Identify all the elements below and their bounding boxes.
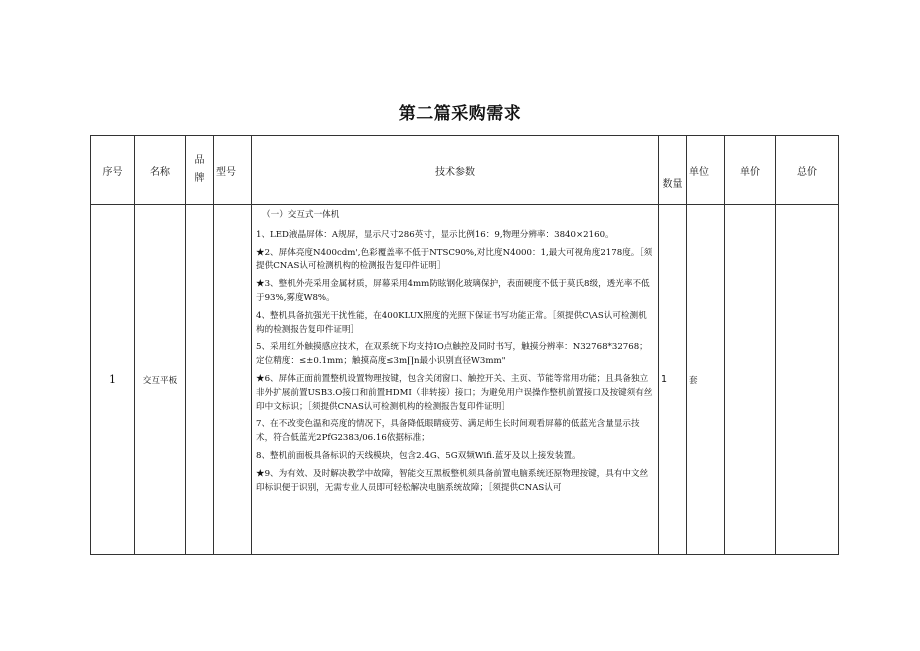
- table-row: [91, 205, 839, 555]
- param-item: ★6、屏体正面前置整机设置物理按键，包含关闭窗口、触控开关、主页、节能等常用功能；且具备独立非外扩展前置USB3.O接口和前置HDMI（非转接）接口；为避免用户误操作整机前置接口及按键须有丝印中文标识；［须提供CNAS认可检测机构的检测报告复印件证明］: [256, 373, 653, 412]
- page-title: 第二篇采购需求: [398, 104, 522, 124]
- param-item: 4、整机具备抗强光干扰性能，在400KLUX照度的光照下保证书写功能正常。［须提供C\AS认可检测机构的检测报告复印件证明］: [256, 310, 647, 335]
- params-list: [256, 209, 654, 495]
- param-item: ★9、为有效、及时解决教学中故障，智能交互黑板整机须具备前置电脑系统还原物理按键，具有中文丝印标识便于识别，无需专业人员即可轻松解决电脑系统故障；［须提供CNAS认可: [256, 468, 649, 493]
- header-name: 名称: [135, 136, 186, 205]
- header-brand-line-1: 品: [194, 155, 205, 166]
- header-qty: 数量: [659, 136, 687, 205]
- cell-seq: 1: [91, 205, 135, 555]
- cell-unit: 套: [687, 205, 725, 555]
- cell-params: [252, 205, 659, 555]
- param-item: ★3、整机外壳采用金属材质，屏幕采用4mm防眩钢化玻璃保护，表面硬度不低于莫氏8级，透光率不低于93%,雾度W8%。: [256, 279, 650, 303]
- header-brand-line-2: 牌: [194, 173, 205, 184]
- param-item: （一）交互式一体机: [262, 210, 340, 220]
- procurement-table: [90, 135, 839, 555]
- param-item: 1、LED液晶屏体：A规屏，显示尺寸286英寸，显示比例16：9,物理分辨率：3840×2160。: [256, 229, 614, 240]
- cell-brand: [186, 205, 214, 555]
- param-item: 7、在不改变色温和亮度的情况下，具备降低眼睛疲劳、满足师生长时间观看屏幕的低蓝光含量显示技术，符合低蓝光2PfG2383/06.16依据标准；: [256, 419, 640, 444]
- cell-name: 交互平板: [135, 205, 186, 555]
- header-brand: [186, 136, 214, 205]
- table-header-row: [91, 136, 839, 205]
- header-total: 总价: [776, 136, 839, 205]
- cell-model: [214, 205, 252, 555]
- param-item: 8、整机前面板具备标识的天线模块，包含2.4G、5G双频Wifi.蓝牙及以上接发装置。: [256, 450, 581, 461]
- header-seq: 序号: [91, 136, 135, 205]
- header-unit: 单位: [687, 136, 725, 205]
- cell-unit-price: [725, 205, 776, 555]
- param-item: ★2、屏体亮度N400cdm',色彩覆盖率不低于NTSC90%,对比度N4000：1,最大可视角度2178度。［须提供CNAS认可检测机构的检测报告复印件证明］: [256, 247, 653, 272]
- header-unit-price: 单价: [725, 136, 776, 205]
- cell-qty: 1: [659, 205, 687, 555]
- header-model: 型号: [214, 136, 252, 205]
- cell-total: [776, 205, 839, 555]
- param-item: 5、采用红外触摸感应技术，在双系统下均支持IO点触控及同时书写，触摸分辨率：N32768*32768；定位精度：≤±0.1mm；触摸高度≤3m∏n最小识别直径W3mm": [256, 342, 648, 367]
- header-params: 技术参数: [252, 136, 659, 205]
